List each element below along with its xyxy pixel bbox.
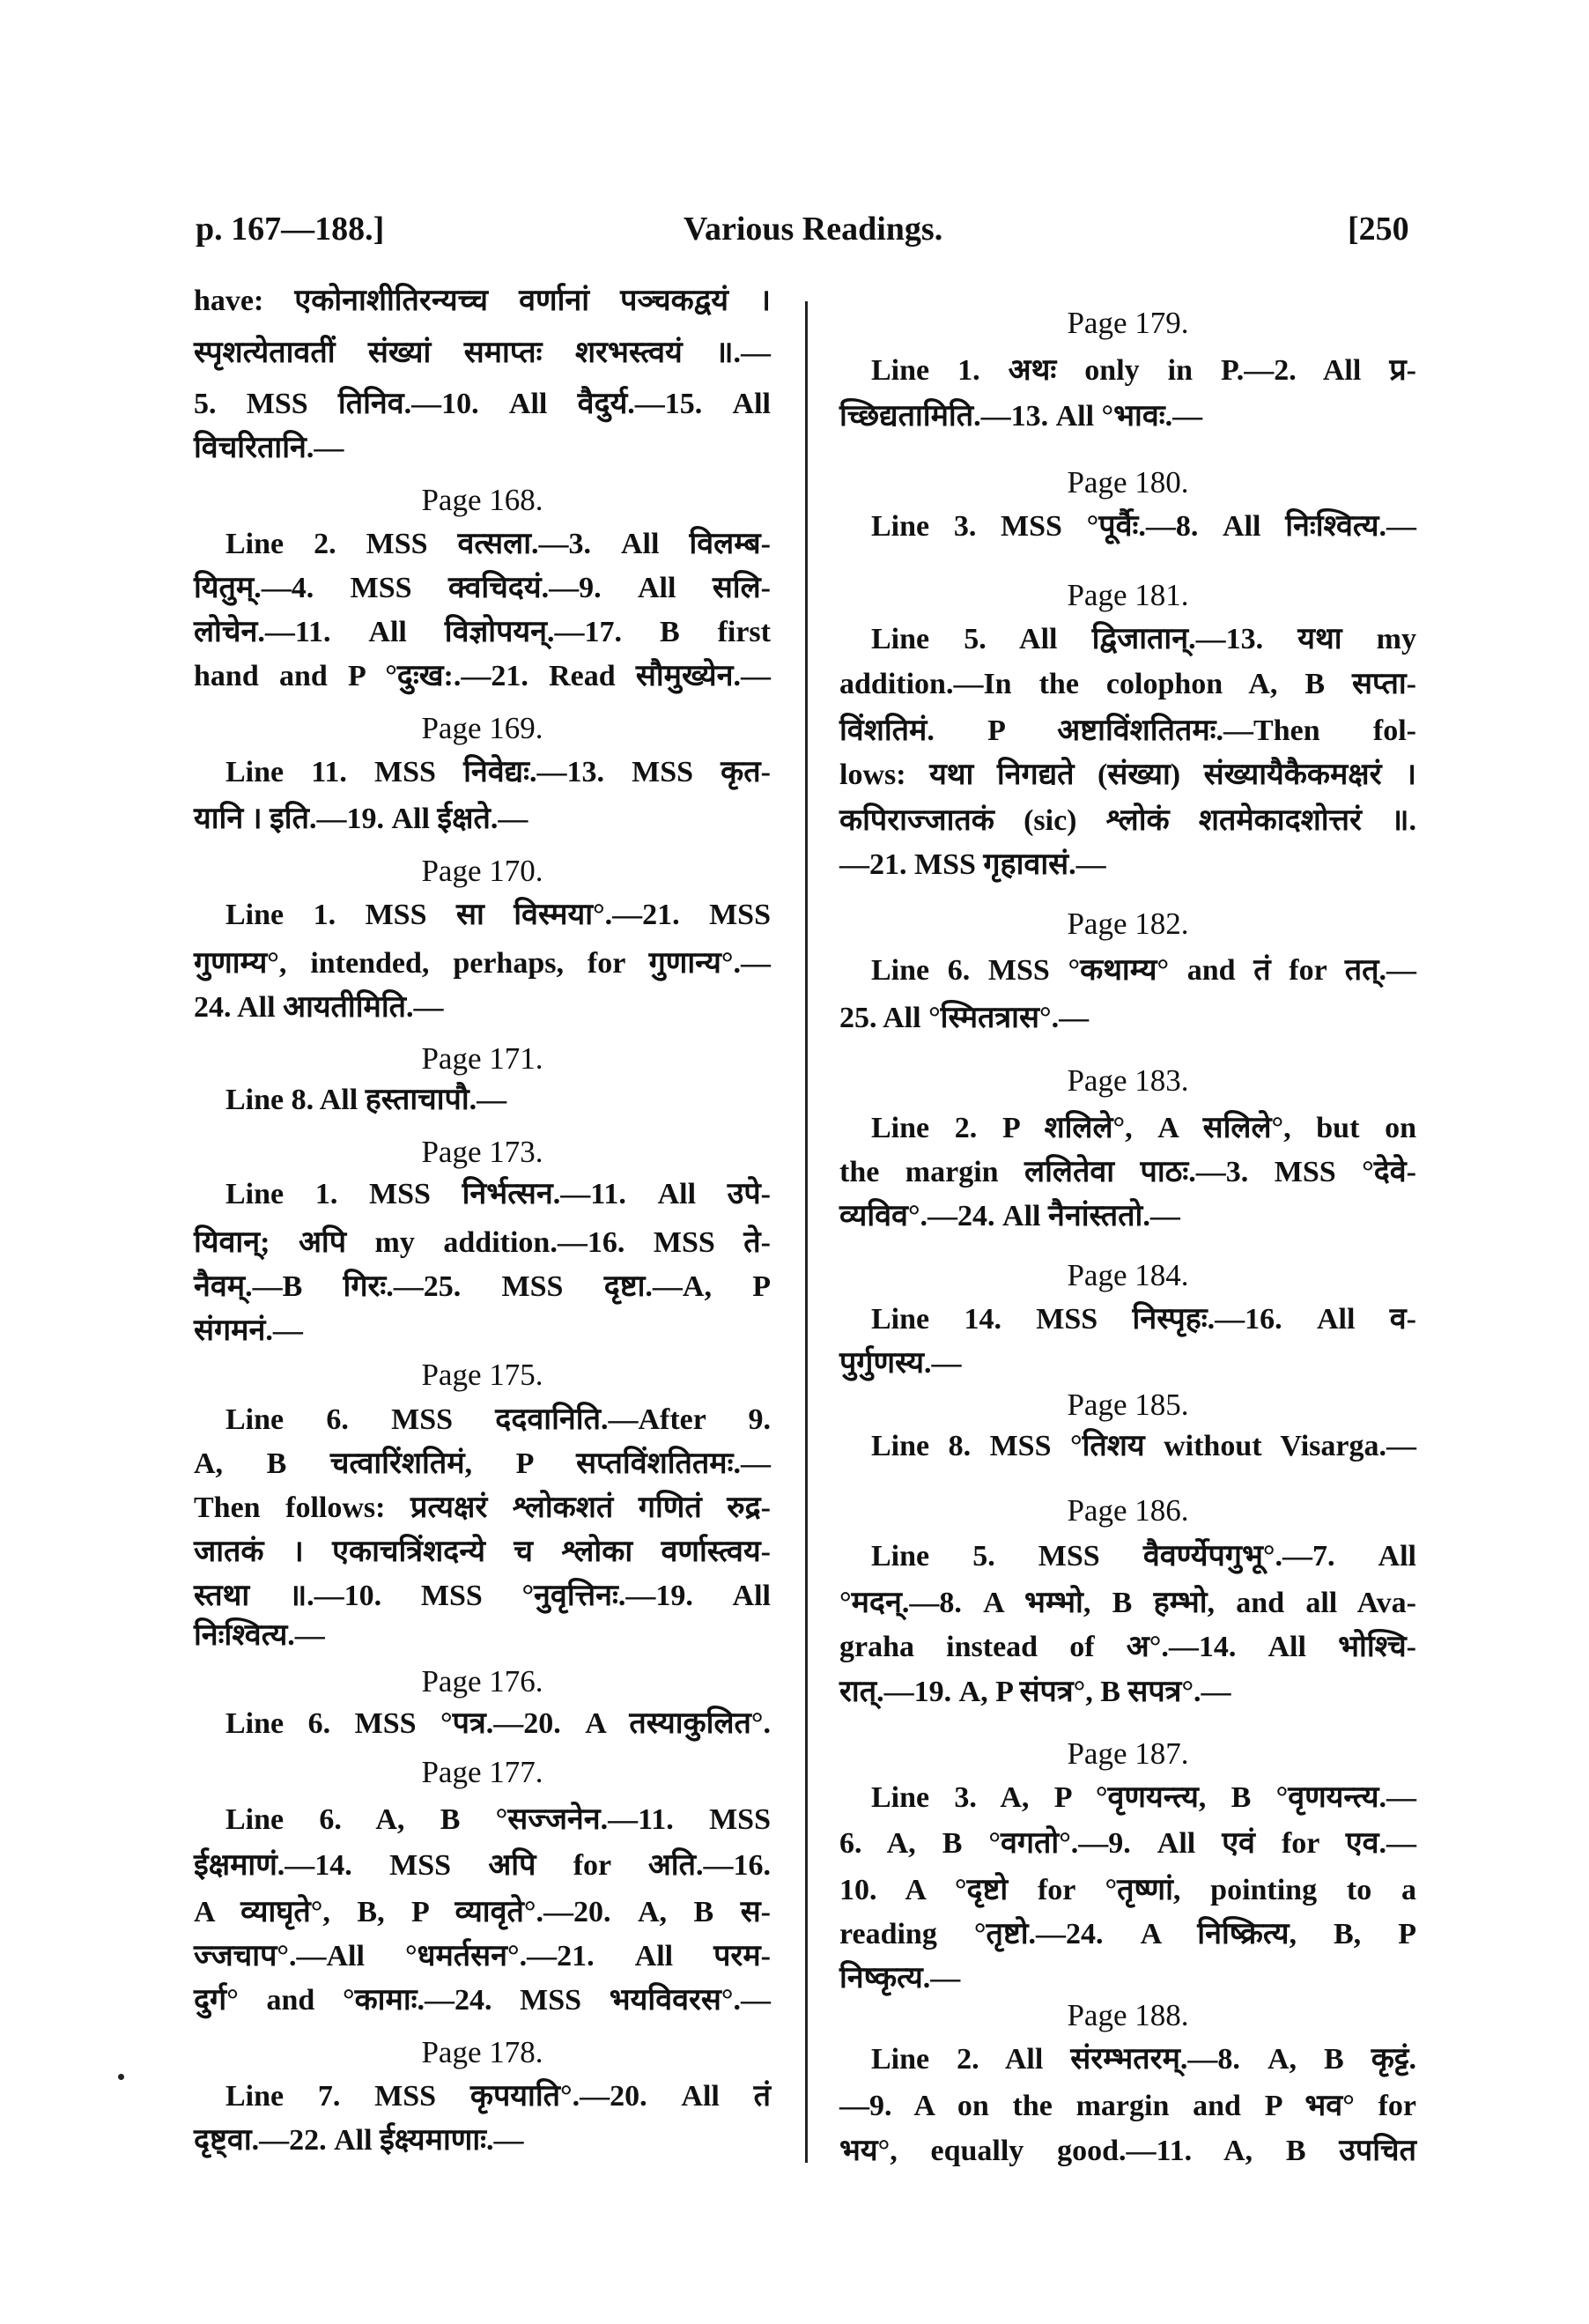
text-line: ईक्षमाणं.—14. MSS अपि for अति.—16. [194,1849,771,1882]
text-line: जातकं । एकाचत्रिंशदन्ये च श्लोका वर्णास्त्वय- [194,1536,771,1568]
text-line: lows: यथा निगद्यते (संख्या) संख्यायैकैकमक्षरं । [839,759,1416,791]
section-heading: Page 188. [1067,1998,1189,2032]
text-line: संगमनं.— [194,1314,303,1347]
section-heading: Page 168. [421,483,543,517]
text-line: ज्जचाप°.—All °धमर्तसन°.—21. All परम- [194,1940,771,1972]
text-line: graha instead of अ°.—14. All भोश्चि- [839,1631,1416,1663]
text-line: विचरितानि.— [194,432,344,464]
text-line: Line 1. MSS सा विस्मया°.—21. MSS [225,899,771,931]
text-line: Line 6. MSS °पत्र.—20. A तस्याकुलित°. [225,1707,771,1740]
page-number: [250 [1348,211,1409,248]
text-line: Line 1. MSS निर्भत्सन.—11. All उपे- [225,1178,771,1210]
section-heading: Page 178. [421,2035,543,2069]
text-line: —21. MSS गृहावासं.— [839,848,1106,881]
text-line: Line 6. MSS °कथाम्य° and तं for तत्.— [871,954,1416,987]
text-line: च्छिद्यतामिति.—13. All °भावः.— [839,400,1203,433]
text-line: गुणाम्य°, intended, perhaps, for गुणान्य°.— [194,947,771,980]
text-line: Line 14. MSS निस्पृहः.—16. All व- [871,1303,1416,1336]
text-line: निःश्वित्य.— [194,1619,325,1652]
text-line: Then follows: प्रत्यक्षरं श्लोकशतं गणितं रुद्र- [194,1491,771,1524]
text-line: addition.—In the colophon A, B सप्ता- [839,668,1416,700]
running-head-page-range: p. 167—188.] [196,211,385,248]
text-line: A, B चत्वारिंशतिमं, P सप्तविंशतितमः.— [194,1447,771,1480]
text-line: भय°, equally good.—11. A, B उपचित [839,2135,1416,2167]
text-line: Line 8. All हस्ताचापौ.— [225,1084,507,1116]
text-line: स्तथा ॥.—10. MSS °नुवृत्तिनः.—19. All [194,1580,771,1612]
text-line: Line 11. MSS निवेद्यः.—13. MSS कृत- [225,756,771,788]
section-heading: Page 177. [421,1755,543,1789]
text-line: the margin ललितेवा पाठः.—3. MSS °देवे- [839,1156,1416,1188]
text-line: —9. A on the margin and P भव° for [839,2090,1416,2122]
text-line: 24. All आयतीमिति.— [194,991,444,1024]
text-line: Line 3. MSS °पूर्वैः.—8. All निःश्वित्य.— [871,510,1416,543]
text-line: Line 2. All संरम्भतरम्.—8. A, B कृट्टं. [871,2043,1416,2076]
text-line: hand and P °दुःख:.—21. Read सौमुख्येन.— [194,660,771,692]
text-line: दुर्ग° and °कामाः.—24. MSS भयविवरस°.— [194,1984,771,2017]
text-line: 10. A °दृष्टो for °तृष्णां, pointing to a [839,1874,1416,1906]
text-line: दृष्ट्वा.—22. All ईक्ष्यमाणाः.— [194,2124,524,2157]
section-heading: Page 184. [1067,1258,1189,1292]
text-line: यानि । इति.—19. All ईक्षते.— [194,803,528,835]
text-line: व्यविव°.—24. All नैनांस्ततो.— [839,1200,1180,1232]
text-line: A व्याघृते°, B, P व्यावृते°.—20. A, B स- [194,1896,771,1928]
text-line: reading °तृष्टो.—24. A निष्क्रित्य, B, P [839,1918,1416,1950]
text-line: निष्कृत्य.— [839,1962,961,1995]
section-heading: Page 186. [1067,1493,1189,1528]
section-heading: Page 170. [421,854,543,888]
text-line: Line 5. MSS वैवर्ण्येपगुभू°.—7. All [871,1540,1416,1573]
section-heading: Page 173. [421,1135,543,1169]
running-head-title: Various Readings. [684,211,943,248]
text-line: Line 2. P शलिले°, A सलिले°, but on [871,1112,1416,1144]
text-line: स्पृशत्येतावतीं संख्यां समाप्तः शरभस्त्वयं ॥.— [194,337,771,369]
text-line: 25. All °स्मितत्रास°.— [839,1002,1090,1034]
text-line: 6. A, B °वगतो°.—9. All एवं for एव.— [839,1827,1416,1860]
text-line: °मदन्.—8. A भम्भो, B हम्भो, and all Ava- [839,1587,1416,1619]
section-heading: Page 181. [1067,578,1189,612]
section-heading: Page 176. [421,1664,543,1699]
text-line: विंशतिमं. P अष्टाविंशतितमः.—Then fol- [839,714,1416,747]
section-heading: Page 179. [1067,306,1189,340]
text-line: रात्.—19. A, P संपत्र°, B सपत्र°.— [839,1676,1231,1708]
text-line: पुर्गुणस्य.— [839,1347,962,1380]
text-line: 5. MSS तिनिव.—10. All वैदुर्य.—15. All [194,388,771,420]
text-line: Line 8. MSS °तिशय without Visarga.— [871,1430,1416,1462]
text-line: यितुम्.—4. MSS क्वचिदयं.—9. All सलि- [194,572,771,604]
text-line: कपिराज्जातकं (sic) श्लोकं शतमेकादशोत्तरं ॥. [839,804,1416,837]
section-heading: Page 169. [421,711,543,745]
text-line: Line 7. MSS कृपयाति°.—20. All तं [225,2080,771,2113]
text-line: Line 6. MSS ददवानिति.—After 9. [225,1403,771,1436]
text-line: Line 2. MSS वत्सला.—3. All विलम्ब- [225,528,771,560]
text-line: have: एकोनाशीतिरन्यच्च वर्णानां पञ्चकद्वयं । [194,285,771,317]
text-line: यिवान्; अपि my addition.—16. MSS ते- [194,1226,771,1259]
text-line: Line 6. A, B °सज्जनेन.—11. MSS [225,1803,771,1836]
text-line: लोचेन.—11. All विज्ञोपयन्.—17. B first [194,616,771,648]
text-line: Line 3. A, P °वृणयन्त्य, B °वृणयन्त्य.— [871,1781,1416,1814]
section-heading: Page 180. [1067,465,1189,500]
section-heading: Page 187. [1067,1736,1189,1771]
column-divider [805,301,808,2163]
section-heading: Page 171. [421,1041,543,1076]
text-line: Line 5. All द्विजातान्.—13. यथा my [871,623,1416,655]
section-heading: Page 183. [1067,1063,1189,1098]
margin-speck [118,2074,124,2080]
text-line: Line 1. अथः only in P.—2. All प्र- [871,354,1416,387]
section-heading: Page 185. [1067,1388,1189,1422]
section-heading: Page 175. [421,1358,543,1392]
section-heading: Page 182. [1067,907,1189,941]
text-line: नैवम्.—B गिरः.—25. MSS दृष्टा.—A, P [194,1270,771,1303]
